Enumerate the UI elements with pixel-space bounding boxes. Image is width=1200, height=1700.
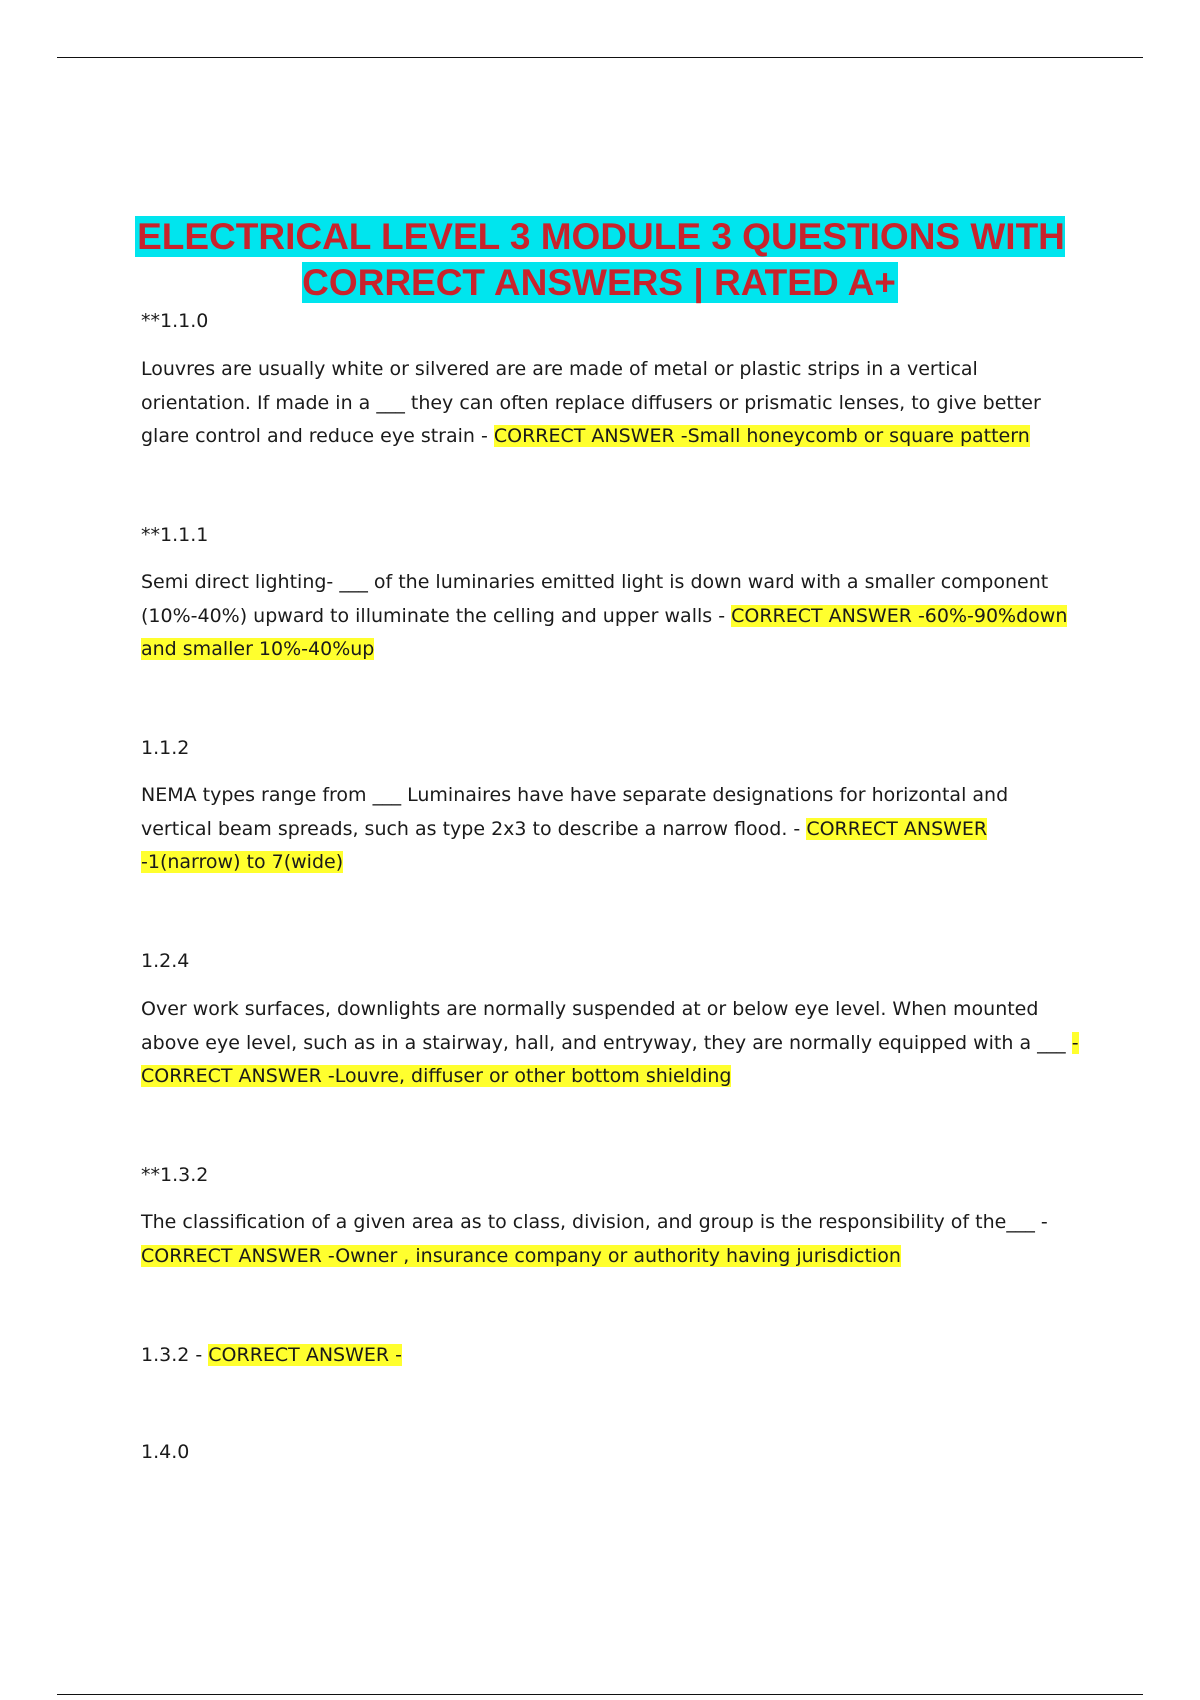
question-body: The classification of a given area as to class, division, and group is the responsibility of the___ - [141, 1211, 1048, 1233]
question-body: Louvres are usually white or silvered are are made of metal or plastic strips in a vertical orientation. If made in a ___ they can often replace diffusers or prismatic lenses, to give better glare control and reduce eye strain - [141, 358, 1041, 447]
correct-answer: - CORRECT ANSWER -Louvre, diffuser or other bottom shielding [141, 1031, 1079, 1087]
document-title [100, 214, 1100, 306]
question-id: **1.1.0 [141, 310, 209, 332]
question-id: 1.3.2 - [141, 1344, 209, 1366]
question-text [141, 993, 1081, 1094]
question-body: Semi direct lighting- ___ of the luminaries emitted light is down ward with a smaller component (10%-40%) upward to illuminate the celling and upper walls - [141, 571, 1049, 627]
correct-answer: CORRECT ANSWER -Small honeycomb or square pattern [493, 425, 1030, 447]
question-text [141, 353, 1081, 454]
question-id: **1.1.1 [141, 524, 209, 546]
correct-answer: CORRECT ANSWER -1(narrow) to 7(wide) [141, 817, 988, 873]
title-highlight: ELECTRICAL LEVEL 3 MODULE 3 QUESTIONS WITH CORRECT ANSWERS | RATED A+ [137, 216, 1065, 303]
question-id: 1.1.2 [141, 737, 190, 759]
correct-answer: CORRECT ANSWER -60%-90%down and smaller 10%-40%up [141, 604, 1068, 660]
question-body: NEMA types range from ___ Luminaires have have separate designations for horizontal and vertical beam spreads, such as type 2x3 to describe a narrow flood. - [141, 784, 1009, 840]
question-text [141, 1206, 1081, 1273]
bottom-rule [57, 1694, 1143, 1695]
question-id: **1.3.2 [141, 1164, 209, 1186]
top-rule [57, 57, 1143, 58]
question-id: 1.2.4 [141, 950, 190, 972]
correct-answer: CORRECT ANSWER - [208, 1344, 402, 1366]
question-text [141, 1339, 1081, 1373]
correct-answer: CORRECT ANSWER -Owner , insurance company or authority having jurisdiction [141, 1244, 901, 1267]
question-id: 1.4.0 [141, 1441, 190, 1463]
question-text [141, 566, 1081, 667]
question-text [141, 779, 1081, 880]
question-body: Over work surfaces, downlights are normally suspended at or below eye level. When mounted above eye level, such as in a stairway, hall, and entryway, they are normally equipped with a ___ [141, 998, 1072, 1054]
